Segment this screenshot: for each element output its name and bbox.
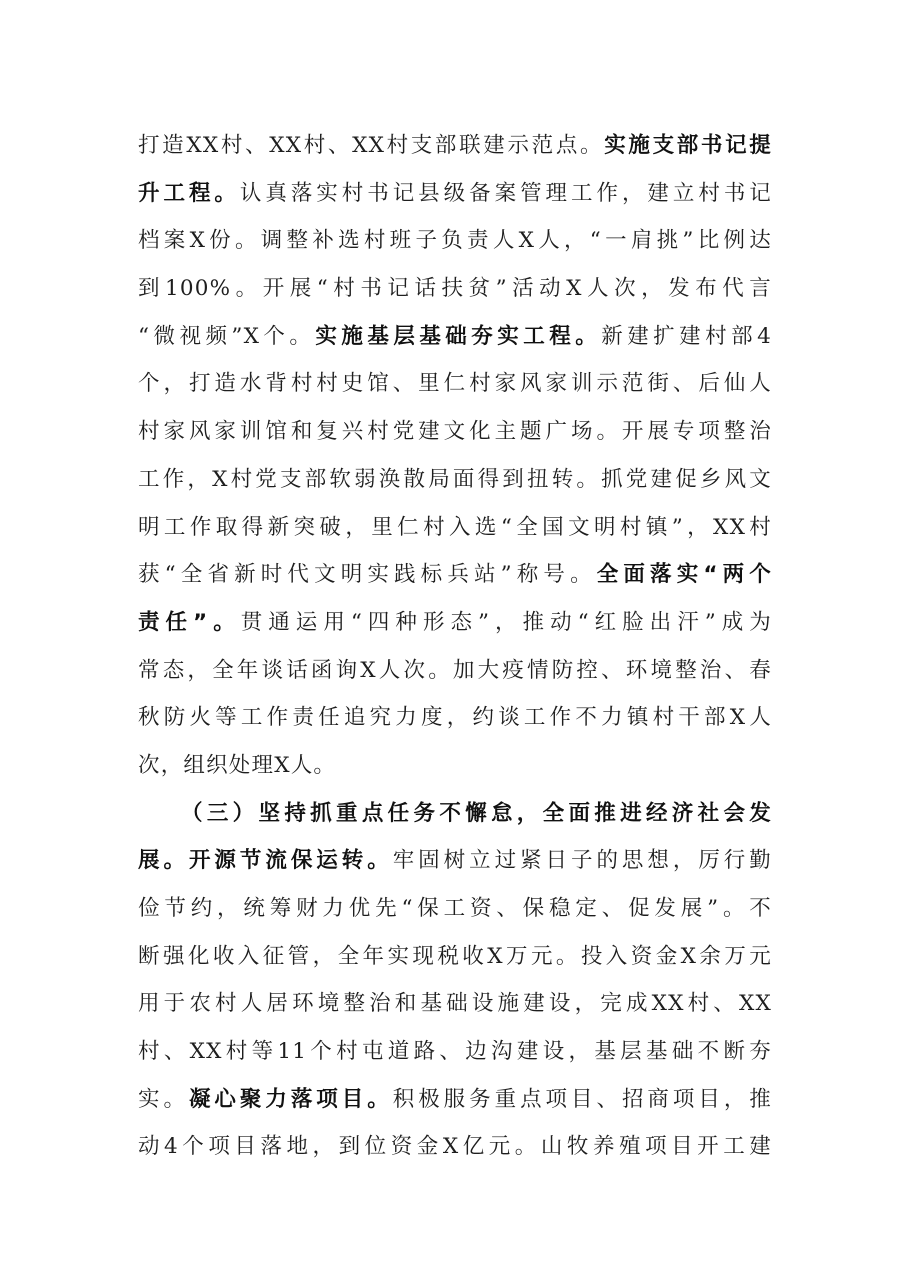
body-text: 积极服务重点项目、招商项目，推 [392, 1086, 772, 1112]
body-text: 常态，全年谈话函询X人次。加大疫情防控、环境整治、春 [138, 657, 772, 683]
text-line [138, 217, 772, 265]
body-text: 获“全省新时代文明实践标兵站”称号。 [138, 562, 597, 588]
text-line [138, 885, 772, 933]
body-text: 次，组织处理X人。 [138, 752, 337, 778]
bold-heading-text: 全面落实“两个 [596, 562, 772, 588]
body-text: 明工作取得新突破，里仁村入选“全国文明村镇”，XX村 [138, 514, 772, 540]
body-text: 个，打造水背村村史馆、里仁村家风家训示范街、后仙人 [138, 371, 772, 397]
text-line [138, 122, 772, 170]
text-line [138, 1076, 772, 1124]
text-line [138, 933, 772, 981]
body-text: 俭节约，统筹财力优先“保工资、保稳定、促发展”。不 [138, 896, 772, 921]
bold-heading-text: （三）坚持抓重点任务不懈怠，全面推进经济社会发 [181, 800, 772, 826]
text-line [138, 551, 772, 599]
body-text: “微视频”X个。 [138, 323, 316, 349]
text-line [138, 790, 772, 838]
body-text: 村、XX村等11个村屯道路、边沟建设，基层基础不断夯 [138, 1039, 772, 1065]
body-text: 新建扩建村部4 [601, 323, 773, 349]
text-line [138, 980, 772, 1028]
text-line [138, 1123, 772, 1171]
body-text: 村家风家训馆和复兴村党建文化主题广场。开展专项整治 [138, 419, 772, 445]
body-text: 用于农村人居环境整治和基础设施建设，完成XX村、XX [138, 991, 772, 1017]
text-line [138, 265, 772, 313]
body-text: 秋防火等工作责任追究力度，约谈工作不力镇村干部X人 [138, 705, 772, 731]
text-line [138, 694, 772, 742]
body-text: 断强化收入征管，全年实现税收X万元。投入资金X余万元 [138, 943, 772, 969]
bold-heading-text: 升工程。 [138, 180, 240, 206]
body-text: 牢固树立过紧日子的思想，厉行勤 [392, 848, 772, 874]
text-line [138, 313, 772, 361]
text-line [138, 742, 772, 790]
body-text: 动4个项目落地，到位资金X亿元。山牧养殖项目开工建 [138, 1134, 772, 1160]
body-text: 实。 [138, 1086, 189, 1112]
bold-heading-text: 责任”。 [138, 609, 241, 635]
body-text: 打造XX村、XX村、XX村支部联建示范点。 [138, 133, 605, 158]
bold-heading-text: 实施基层基础夯实工程。 [315, 323, 602, 349]
body-text: 档案X份。调整补选村班子负责人X人，“一肩挑”比例达 [138, 228, 772, 254]
body-text: 认真落实村书记县级备案管理工作，建立村书记 [239, 180, 772, 206]
bold-heading-text: 凝心聚力落项目。 [188, 1086, 393, 1112]
text-line [138, 504, 772, 552]
text-line [138, 170, 772, 218]
text-line [138, 599, 772, 647]
bold-heading-text: 展。开源节流保运转。 [138, 848, 393, 874]
text-line [138, 1028, 772, 1076]
text-line [138, 837, 772, 885]
text-line [138, 456, 772, 504]
body-text: 到100%。开展“村书记话扶贫”活动X人次，发布代言 [138, 276, 772, 302]
body-text: 贯通运用“四种形态”，推动“红脸出汗”成为 [240, 609, 772, 635]
body-text: 工作，X村党支部软弱涣散局面得到扭转。抓党建促乡风文 [138, 466, 772, 492]
document-body [138, 122, 772, 1171]
text-line [138, 360, 772, 408]
text-line [138, 408, 772, 456]
bold-heading-text: 实施支部书记提 [604, 133, 772, 158]
text-line [138, 647, 772, 695]
